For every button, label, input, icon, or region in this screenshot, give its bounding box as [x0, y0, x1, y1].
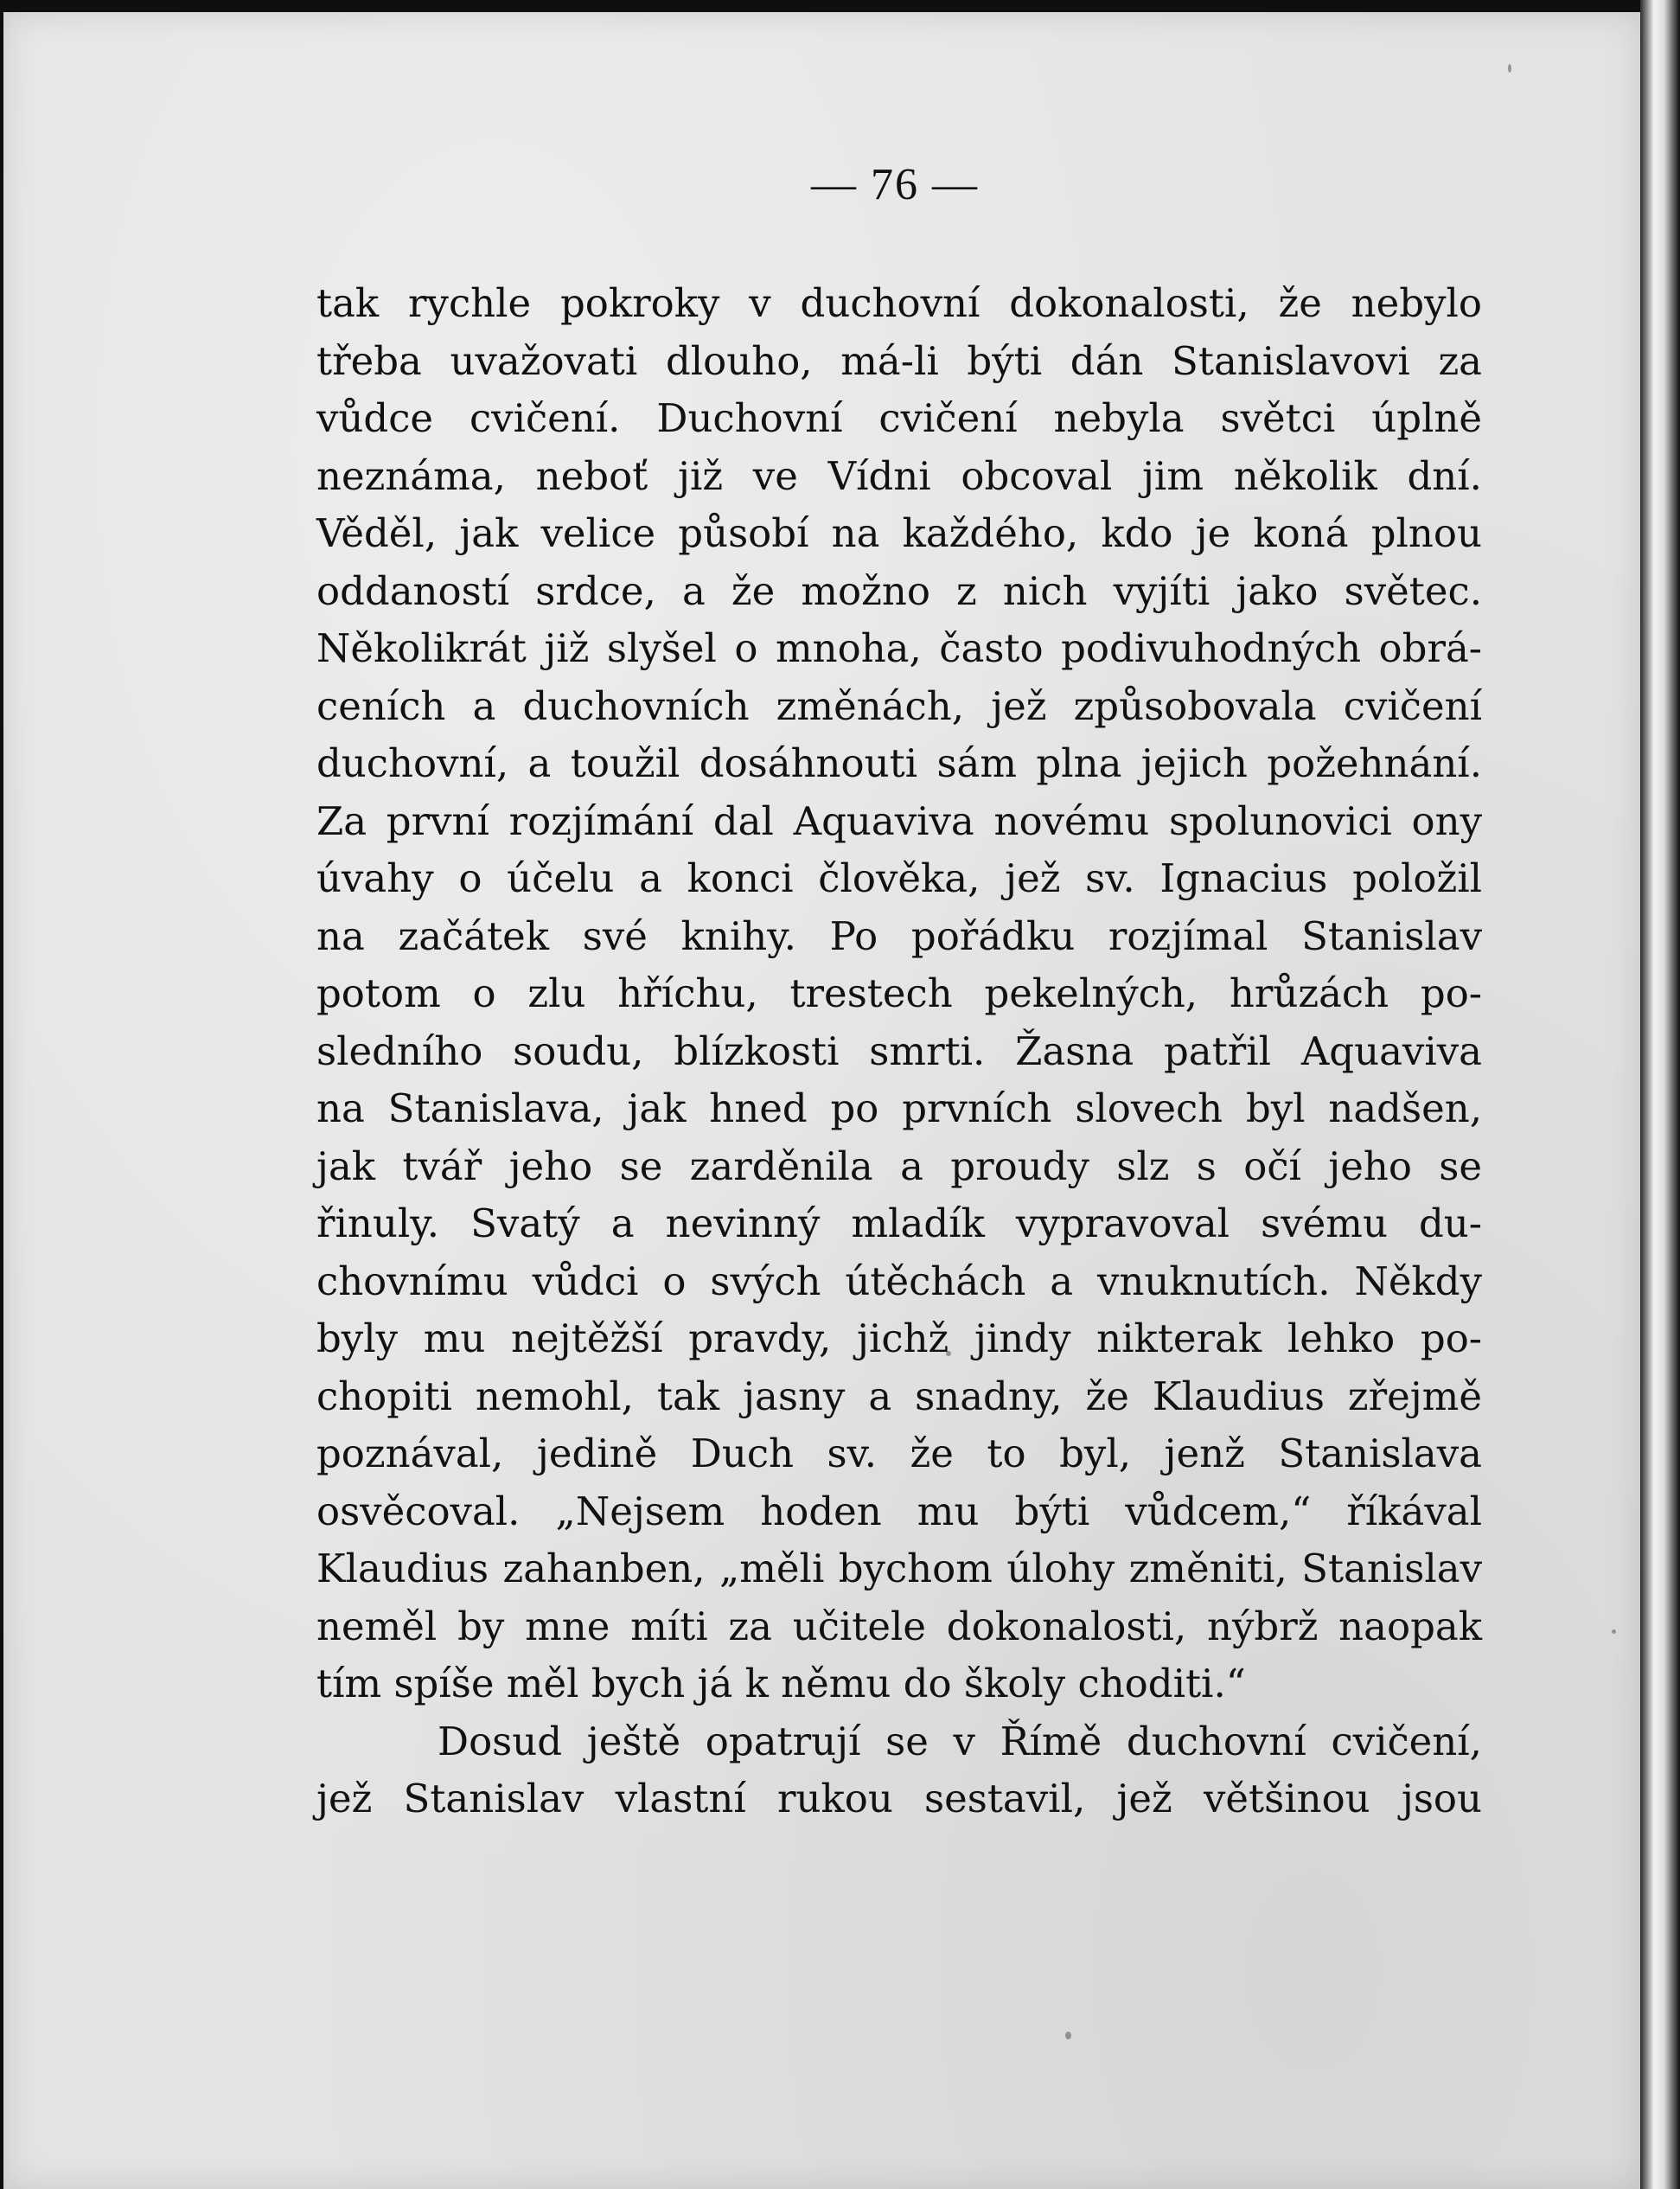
text-line: na Stanislava, jak hned po prvních slovech byl nadšen, — [316, 1085, 1482, 1131]
text-line: potom o zlu hříchu, trestech pekelných, hrůzách po- — [316, 970, 1482, 1016]
text-line: vůdce cvičení. Duchovní cvičení nebyla světci úplně — [316, 395, 1482, 441]
paper-speck — [1065, 2032, 1071, 2039]
text-line: chopiti nemohl, tak jasny a snadny, že Klaudius zřejmě — [316, 1373, 1482, 1419]
text-line: oddaností srdce, a že možno z nich vyjíti jako světec. — [316, 567, 1482, 614]
text-line: Klaudius zahanben, „měli bychom úlohy změniti, Stanislav — [316, 1546, 1482, 1591]
text-line: poznával, jedině Duch sv. že to byl, jenž Stanislava — [316, 1431, 1482, 1476]
text-line: neznáma, neboť již ve Vídni obcoval jim několik dní. — [316, 452, 1482, 499]
paragraph-start-line: Dosud ještě opatrují se v Římě duchovní cvičení, — [438, 1718, 1482, 1764]
text-line: ceních a duchovních změnách, jež způsobovala cvičení — [316, 682, 1482, 729]
text-line: jak tvář jeho se zarděnila a proudy slz s očí jeho se — [316, 1143, 1482, 1189]
text-line: jež Stanislav vlastní rukou sestavil, jež většinou jsou — [316, 1776, 1482, 1821]
paper-speck — [1508, 64, 1511, 73]
text-line: třeba uvažovati dlouho, má-li býti dán Stanislavovi za — [316, 337, 1482, 384]
text-line: úvahy o účelu a konci člověka, jež sv. Ignacius položil — [316, 855, 1482, 901]
text-line: neměl by mne míti za učitele dokonalosti, nýbrž naopak — [316, 1603, 1482, 1649]
text-line: byly mu nejtěžší pravdy, jichž jindy nikterak lehko po- — [316, 1315, 1482, 1361]
paragraph-end-line: tím spíše měl bych já k němu do školy choditi.“ — [316, 1661, 1246, 1706]
text-line: tak rychle pokroky v duchovní dokonalosti, že nebylo — [316, 280, 1482, 326]
text-line: Několikrát již slyšel o mnoha, často podivuhodných obrá- — [316, 625, 1482, 671]
text-line: duchovní, a toužil dosáhnouti sám plna jejich požehnání. — [316, 740, 1482, 786]
text-line: Za první rozjímání dal Aquaviva novému spolunovici ony — [316, 797, 1482, 844]
text-line: chovnímu vůdci o svých útěchách a vnuknutích. Někdy — [316, 1258, 1482, 1304]
text-line: osvěcoval. „Nejsem hoden mu býti vůdcem,“ říkával — [316, 1488, 1482, 1534]
text-line: na začátek své knihy. Po pořádku rozjímal Stanislav — [316, 912, 1482, 959]
paper-speck — [1612, 1629, 1616, 1634]
text-line: sledního soudu, blízkosti smrti. Žasna patřil Aquaviva — [316, 1027, 1482, 1074]
text-line: Věděl, jak velice působí na každého, kdo je koná plnou — [316, 510, 1482, 556]
page-edge — [1640, 0, 1680, 2189]
body-text — [316, 275, 1482, 1828]
text-line: řinuly. Svatý a nevinný mladík vypravoval svému du- — [316, 1200, 1482, 1246]
page-number: — 76 — — [811, 160, 979, 209]
